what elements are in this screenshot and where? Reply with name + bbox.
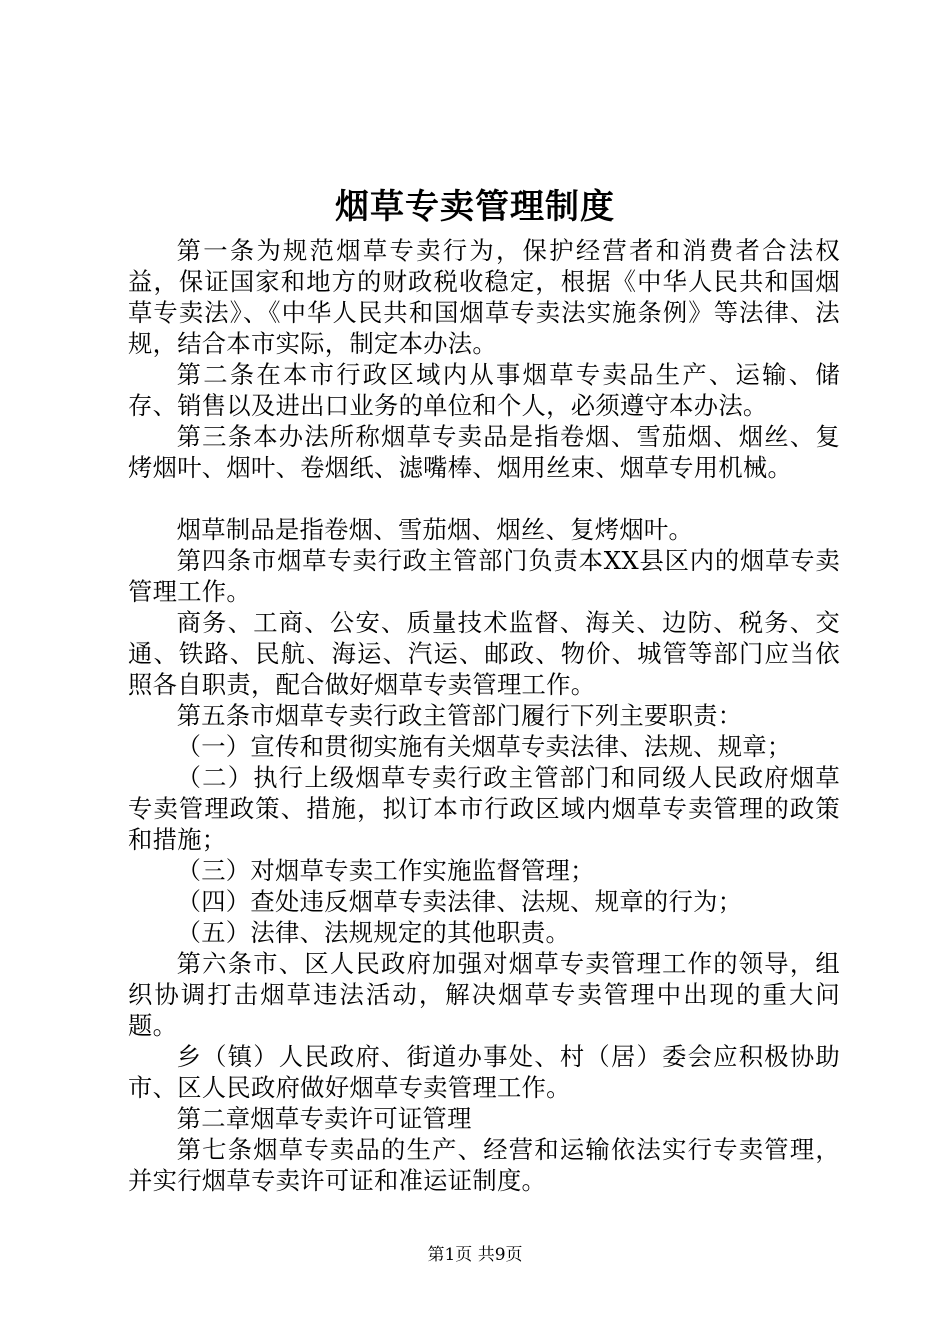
paragraph: 第六条市、区人民政府加强对烟草专卖管理工作的领导，组织协调打击烟草违法活动，解决烟草专卖管理中出现的重大问题。 bbox=[128, 949, 840, 1040]
blank-line bbox=[128, 483, 840, 514]
paragraph: （三）对烟草专卖工作实施监督管理； bbox=[176, 856, 595, 885]
paragraph: （五）法律、法规规定的其他职责。 bbox=[176, 918, 571, 947]
paragraph: （一）宣传和贯彻实施有关烟草专卖法律、法规、规章； bbox=[176, 732, 792, 761]
document-title: 烟草专卖管理制度 bbox=[335, 187, 615, 227]
document-body bbox=[128, 235, 840, 1196]
paragraph: 乡（镇）人民政府、街道办事处、村（居）委会应积极协助市、区人民政府做好烟草专卖管理工作。 bbox=[128, 1042, 840, 1102]
paragraph: 烟草制品是指卷烟、雪茄烟、烟丝、复烤烟叶。 bbox=[176, 515, 694, 544]
paragraph: 商务、工商、公安、质量技术监督、海关、边防、税务、交通、铁路、民航、海运、汽运、邮政、物价、城管等部门应当依照各自职责，配合做好烟草专卖管理工作。 bbox=[128, 608, 840, 699]
paragraph: 第三条本办法所称烟草专卖品是指卷烟、雪茄烟、烟丝、复烤烟叶、烟叶、卷烟纸、滤嘴棒、烟用丝束、烟草专用机械。 bbox=[128, 422, 840, 482]
paragraph: 第四条市烟草专卖行政主管部门负责本XX县区内的烟草专卖管理工作。 bbox=[128, 546, 840, 606]
paragraph: 第七条烟草专卖品的生产、经营和运输依法实行专卖管理，并实行烟草专卖许可证和准运证制度。 bbox=[128, 1135, 840, 1195]
chapter-heading: 第二章烟草专卖许可证管理 bbox=[176, 1104, 472, 1133]
paragraph: （四）查处违反烟草专卖法律、法规、规章的行为； bbox=[176, 887, 743, 916]
paragraph: （二）执行上级烟草专卖行政主管部门和同级人民政府烟草专卖管理政策、措施，拟订本市行政区域内烟草专卖管理的政策和措施； bbox=[128, 763, 840, 854]
paragraph: 第五条市烟草专卖行政主管部门履行下列主要职责： bbox=[176, 701, 743, 730]
paragraph: 第二条在本市行政区域内从事烟草专卖品生产、运输、储存、销售以及进出口业务的单位和个人，必须遵守本办法。 bbox=[128, 360, 840, 420]
paragraph: 第一条为规范烟草专卖行为，保护经营者和消费者合法权益，保证国家和地方的财政税收稳定，根据《中华人民共和国烟草专卖法》、《中华人民共和国烟草专卖法实施条例》等法律、法规，结合本市实际，制定本办法。 bbox=[128, 236, 840, 358]
page-footer: 第1页 共9页 bbox=[427, 1245, 523, 1265]
